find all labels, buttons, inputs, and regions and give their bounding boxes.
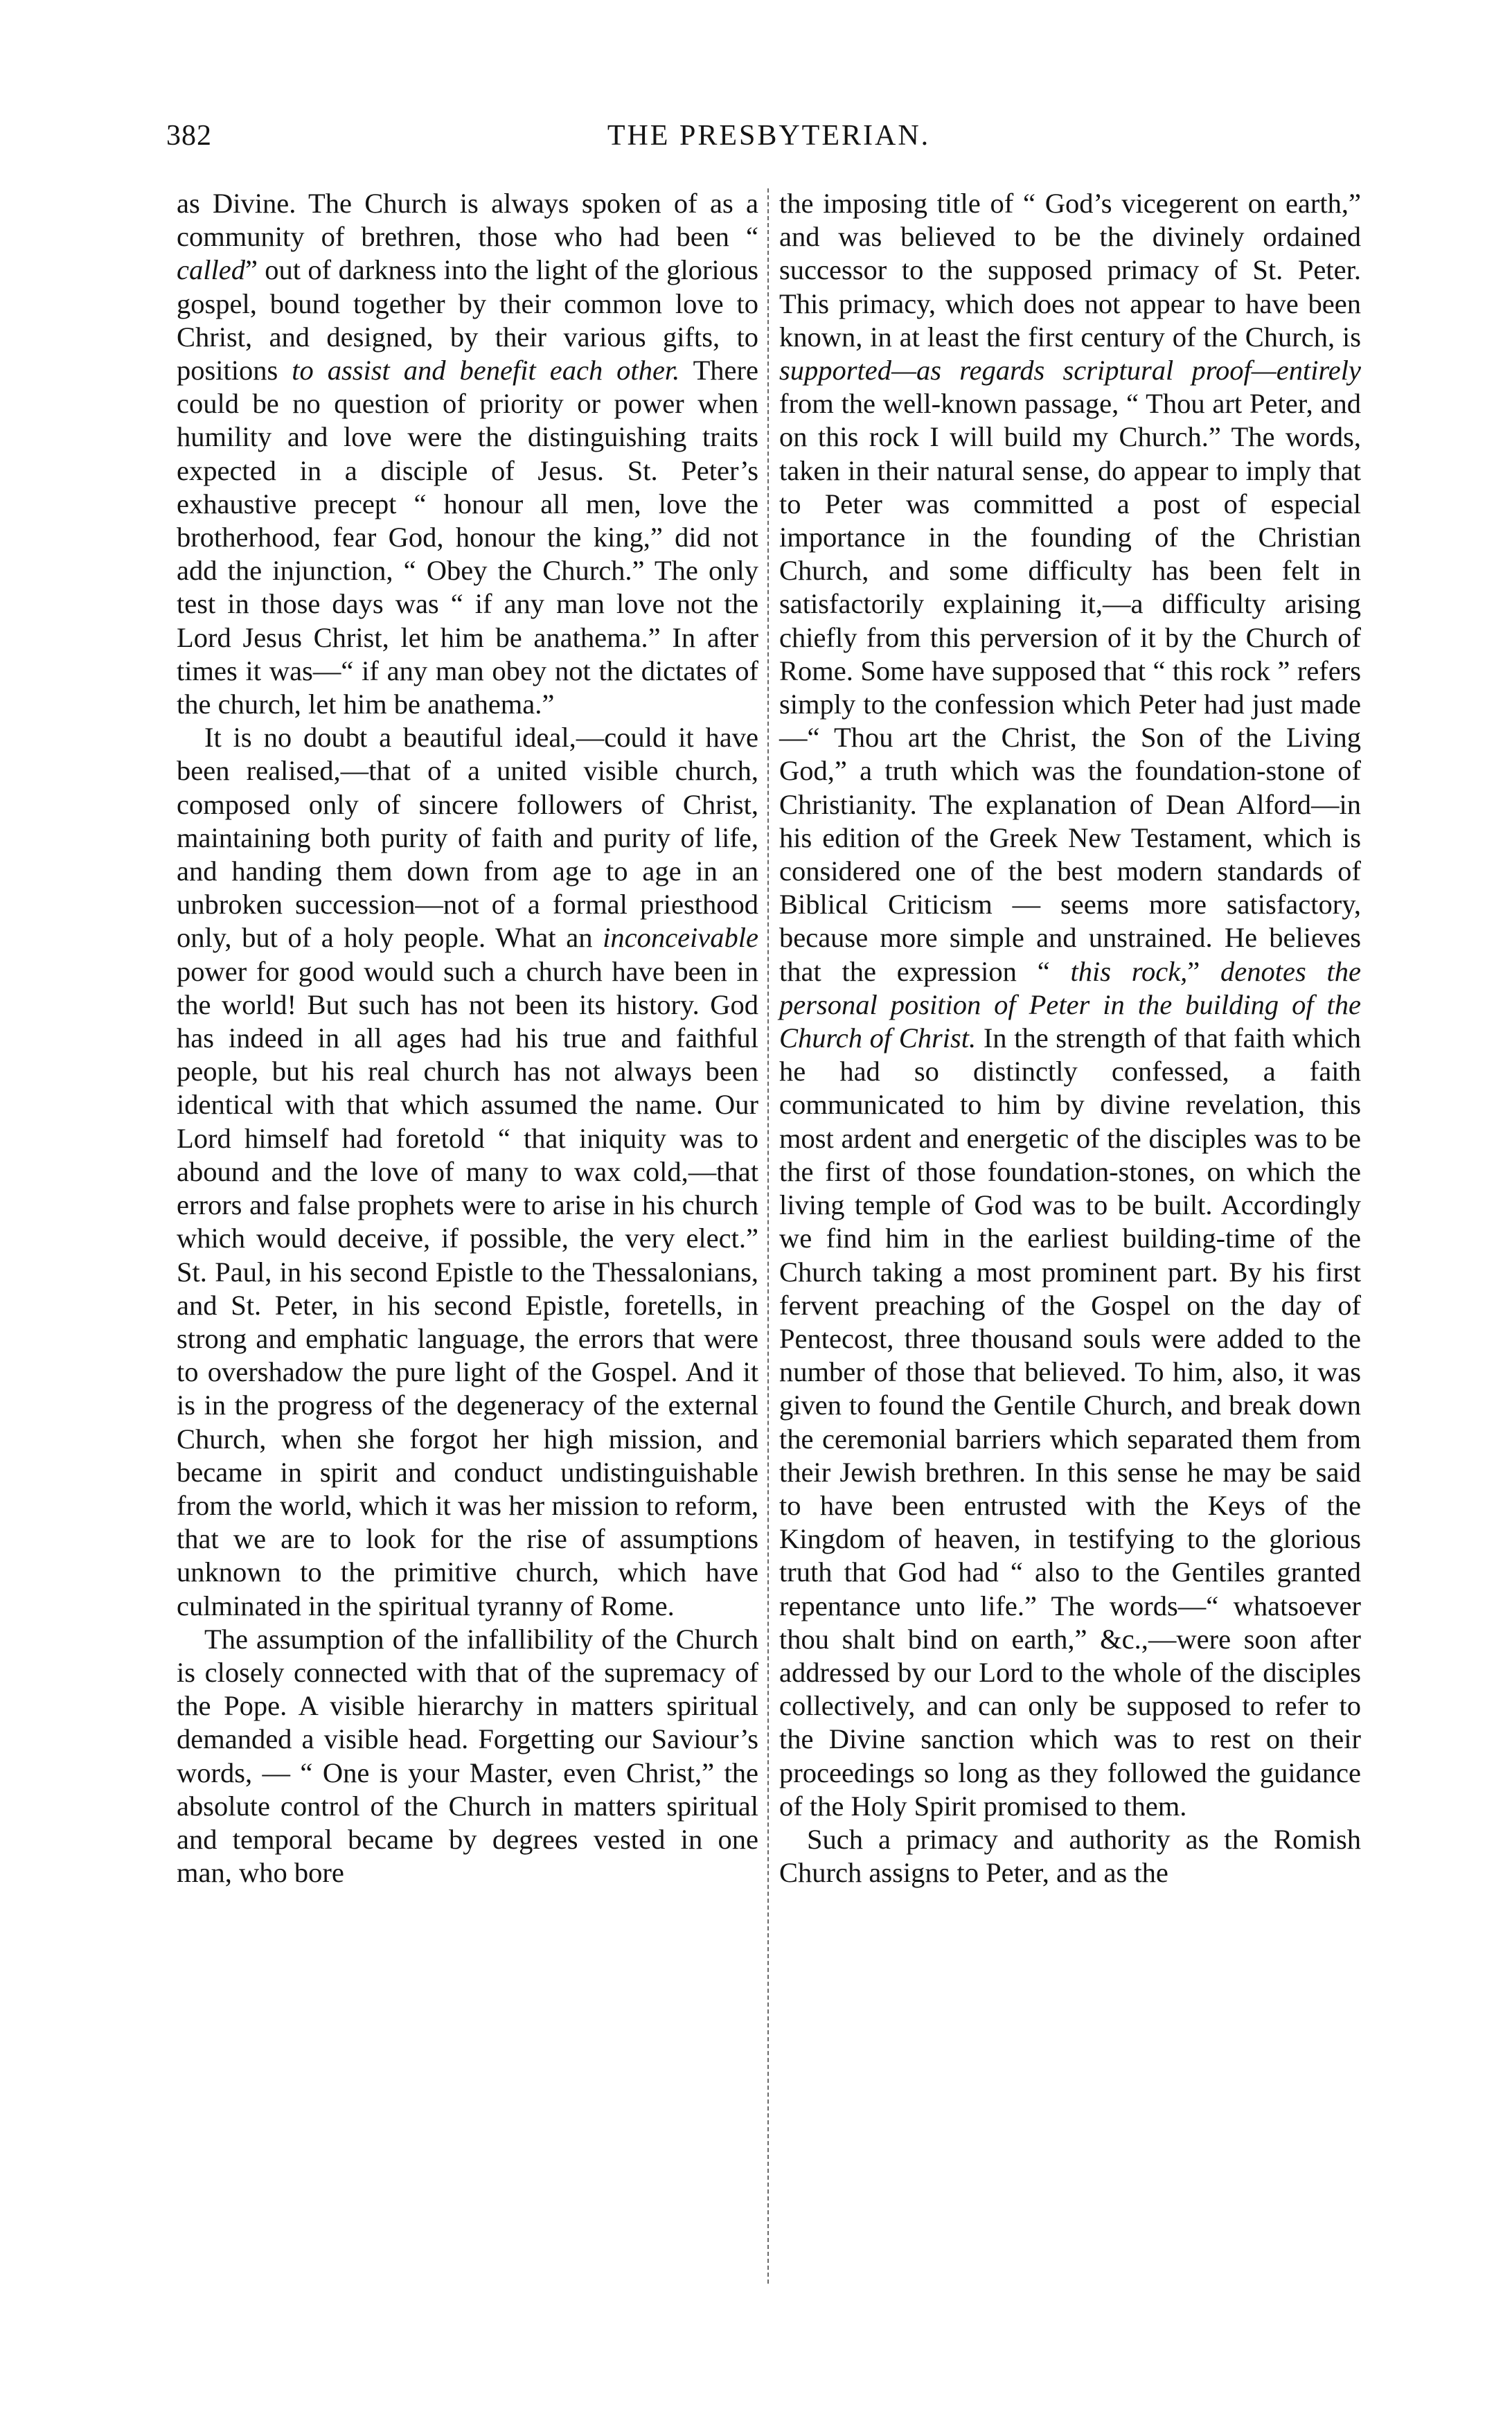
column-divider [767, 188, 769, 2284]
running-title: THE PRESBYTERIAN. [607, 120, 931, 152]
page-header [166, 119, 1371, 168]
paragraph-left-3: The assumption of the infallibility of the Church is closely connected with that of the supremacy of the Pope. A visible hierarchy in matters spiritual demanded a visible head. Forgetting our Saviour’s words, — “ One is your Master, even Christ,” the absolute control of the Church in matters spiritual and temporal became by degrees vested in one man, who bore [177, 1623, 758, 1889]
paragraph-right-1: the imposing title of “ God’s vicegerent on earth,” and was believed to be the divinely ordained successor to the supposed primacy of St. Peter. This primacy, which does not appear to have been known, in at least the first century of the Church, is supported—as regards scriptural proof—entirely from the well-known passage, “ Thou art Peter, and on this rock I will build my Church.” The words, taken in their natural sense, do appear to imply that to Peter was committed a post of especial importance in the founding of the Christian Church, and some difficulty has been felt in satisfactorily explaining it,—a difficulty arising chiefly from this perversion of it by the Church of Rome. Some have supposed that “ this rock ” refers simply to the confession which Peter had just made—“ Thou art the Christ, the Son of the Living God,” a truth which was the foundation-stone of Christianity. The explanation of Dean Alford—in his edition of the Greek New Testament, which is considered one of the best modern standards of Biblical Criticism — seems more satisfactory, because more simple and unstrained. He believes that the expression “ this rock,” denotes the personal position of Peter in the building of the Church of Christ. In the strength of that faith which he had so distinctly confessed, a faith communicated to him by divine revelation, this most ardent and energetic of the disciples was to be the first of those foundation-stones, on which the living temple of God was to be built. Accordingly we find him in the earliest building-time of the Church taking a most prominent part. By his first fervent preaching of the Gospel on the day of Pentecost, three thousand souls were added to the number of those that believed. To him, also, it was given to found the Gentile Church, and break down the ceremonial barriers which separated them from their Jewish brethren. In this sense he may be said to have been entrusted with the Keys of the Kingdom of heaven, in testifying to the glorious truth that God had “ also to the Gentiles granted repentance unto life.” The words—“ whatsoever thou shalt bind on earth,” &c.,—were soon after addressed by our Lord to the whole of the disciples collectively, and can only be supposed to refer to the Divine sanction which was to rest on their proceedings so long as they followed the guidance of the Holy Spirit promised to them. [779, 188, 1361, 1822]
paragraph-left-2: It is no doubt a beautiful ideal,—could it have been realised,—that of a united visible church, composed only of sincere followers of Christ, maintaining both purity of faith and purity of life, and handing them down from age to age in an unbroken succession—not of a formal priesthood only, but of a holy people. What an inconceivable power for good would such a church have been in the world! But such has not been its history. God has indeed in all ages had his true and faithful people, but his real church has not always been identical with that which assumed the name. Our Lord himself had foretold “ that iniquity was to abound and the love of many to wax cold,—that errors and false prophets were to arise in his church which would deceive, if possible, the very elect.” St. Paul, in his second Epistle to the Thessalonians, and St. Peter, in his second Epistle, foretells, in strong and emphatic language, the errors that were to overshadow the pure light of the Gospel. And it is in the progress of the degeneracy of the external Church, when she forgot her high mission, and became in spirit and conduct undistinguishable from the world, which it was her mission to reform, that we are to look for the rise of assumptions unknown to the primitive church, which have culminated in the spiritual tyranny of Rome. [177, 722, 758, 1621]
left-column [177, 187, 758, 1890]
paragraph-left-1: as Divine. The Church is always spoken of as a community of brethren, those who had been “ called” out of darkness into the light of the glorious gospel, bound together by their common love to Christ, and designed, by their various gifts, to positions to assist and benefit each other. There could be no question of priority or power when humility and love were the distinguishing traits expected in a disciple of Jesus. St. Peter’s exhaustive precept “ honour all men, love the brotherhood, fear God, honour the king,” did not add the injunction, “ Obey the Church.” The only test in those days was “ if any man love not the Lord Jesus Christ, let him be anathema.” In after times it was—“ if any man obey not the dictates of the church, let him be anathema.” [177, 188, 758, 720]
right-column [779, 187, 1361, 1890]
page-number: 382 [166, 120, 212, 152]
paragraph-right-2: Such a primacy and authority as the Romish Church assigns to Peter, and as the [779, 1823, 1361, 1889]
